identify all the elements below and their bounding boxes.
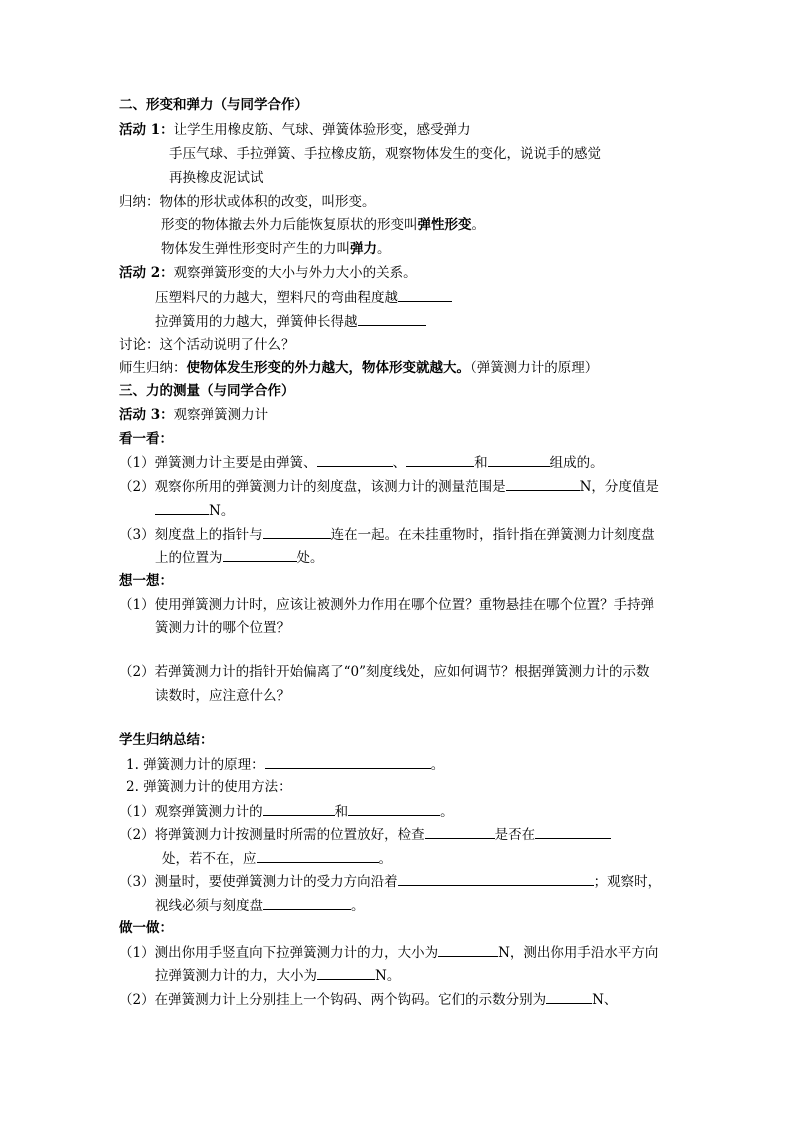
look-q3-end: 处。 (296, 550, 324, 566)
usage-step-1 (119, 803, 454, 820)
do-q1-text-2: 拉弹簧测力计的力，大小为 (155, 968, 317, 984)
discussion-question: 讨论：这个活动说明了什么？ (119, 337, 295, 353)
question-number: （1） (119, 597, 155, 613)
summary-usage (126, 779, 292, 795)
usage-step-1-and: 和 (334, 804, 349, 820)
summary-elastic-force-text: 物体发生弹性形变时产生的力叫 (161, 241, 350, 257)
look-q3-text-2: 上的位置为 (155, 550, 223, 566)
answer-blank[interactable] (348, 803, 440, 816)
think-heading: 想一想： (119, 573, 173, 589)
teacher-student-conclusion (119, 360, 598, 376)
term-elastic-deformation: 弹性形变 (417, 217, 472, 233)
think-q1-line-2: 簧测力计的哪个位置？ (155, 620, 290, 636)
think-q2-line-1 (119, 664, 650, 680)
answer-blank[interactable] (317, 967, 375, 980)
answer-blank[interactable] (438, 944, 498, 957)
answer-blank[interactable] (263, 803, 335, 816)
conclusion-bold: 使物体发生形变的外力越大，物体形变就越大。 (186, 360, 470, 376)
answer-blank[interactable] (506, 478, 580, 491)
summary-usage-text: 弹簧测力计的使用方法： (143, 779, 292, 795)
look-q3-text: 刻度盘上的指针与 (154, 527, 263, 543)
summary-principle (126, 756, 444, 773)
activity-2-line-2 (155, 289, 452, 306)
answer-blank[interactable] (223, 549, 297, 562)
activity-2-line-3 (155, 313, 426, 330)
look-q3-line-1 (119, 526, 655, 543)
think-q2-line-2: 读数时，应注意什么？ (155, 688, 290, 704)
think-q2-text: 若弹簧测力计的指针开始偏离了“0”刻度线处，应如何调节？根据弹簧测力计的示数 (154, 664, 650, 680)
question-number: （2） (119, 664, 155, 680)
do-q1-line-2 (155, 967, 400, 984)
do-q1-mid: N，测出你用手沿水平方向 (498, 945, 659, 961)
do-q1-end: N。 (375, 968, 401, 984)
conclusion-label: 师生归纳： (119, 360, 187, 376)
answer-blank[interactable] (358, 313, 426, 326)
answer-blank[interactable] (535, 826, 611, 839)
answer-blank[interactable] (263, 526, 331, 539)
term-elastic-force: 弹力 (350, 241, 377, 257)
summary-elastic-force (161, 241, 391, 257)
look-q3-mid: 连在一起。在未挂重物时，指针指在弹簧测力计刻度盘 (330, 527, 655, 543)
activity-2-label: 活动 2： (119, 265, 174, 281)
activity-1-line-1 (119, 122, 471, 138)
usage-step-3-line-2 (155, 897, 365, 914)
usage-step-2-end: 。 (378, 851, 392, 867)
activity-1-text: 让学生用橡皮筋、气球、弹簧体验形变，感受弹力 (173, 122, 471, 138)
activity-2-spring-text: 拉弹簧用的力越大，弹簧伸长得越 (155, 314, 358, 330)
summary-elastic-deformation (161, 217, 485, 233)
usage-step-2-mid: 是否在 (494, 827, 536, 843)
student-summary-heading: 学生归纳总结： (119, 732, 214, 748)
look-q1-text: 弹簧测力计主要是由弹簧、 (154, 455, 317, 471)
activity-2-ruler-text: 压塑料尺的力越大，塑料尺的弯曲程度越 (155, 290, 398, 306)
do-q2-text: 在弹簧测力计上分别挂上一个钩码、两个钩码。它们的示数分别为 (154, 992, 547, 1008)
summary-principle-end: 。 (430, 757, 445, 773)
answer-blank[interactable] (546, 991, 592, 1004)
look-q2-line-1 (119, 478, 659, 495)
usage-step-3-text-2: 视线必须与刻度盘 (155, 898, 263, 914)
usage-step-3-text: 测量时，要使弹簧测力计的受力方向沿着 (154, 874, 398, 890)
conclusion-note: （弹簧测力计的原理） (470, 360, 599, 376)
do-q2-line-1 (119, 991, 617, 1008)
activity-3-line (119, 407, 268, 423)
answer-blank[interactable] (488, 454, 550, 467)
usage-step-2-text-2: 处，若不在，应 (162, 851, 257, 867)
look-q3-line-2 (155, 549, 324, 566)
item-number: 2. (126, 779, 139, 795)
usage-step-3-mid: ；观察时， (593, 874, 662, 890)
look-q1-sep: 、 (392, 455, 407, 471)
activity-3-text: 观察弹簧测力计 (173, 407, 269, 423)
answer-blank[interactable] (263, 897, 351, 910)
look-q2-text: 观察你所用的弹簧测力计的刻度盘，该测力计的测量范围是 (154, 479, 506, 495)
summary-elastic-force-end: 。 (377, 241, 391, 257)
usage-step-3-line-1 (119, 873, 661, 890)
usage-step-2-line-2 (162, 850, 392, 867)
look-q1-and: 和 (474, 455, 488, 471)
question-number: （2） (119, 827, 155, 843)
item-number: 1. (126, 757, 139, 773)
look-q1-end: 组成的。 (549, 455, 604, 471)
usage-step-2-line-1 (119, 826, 611, 843)
activity-2-line-1 (119, 265, 417, 281)
question-number: （1） (119, 945, 155, 961)
question-number: （2） (119, 479, 155, 495)
section-3-title: 三、力的测量（与同学合作） (119, 383, 295, 399)
summary-principle-text: 弹簧测力计的原理： (143, 757, 265, 773)
summary-deformation: 归纳：物体的形状或体积的改变，叫形变。 (119, 194, 376, 210)
activity-1-line-2: 手压气球、手拉弹簧、手拉橡皮筋，观察物体发生的变化，说说手的感觉 (169, 146, 601, 162)
think-q1-text: 使用弹簧测力计时，应该让被测外力作用在哪个位置？重物悬挂在哪个位置？手持弹 (154, 597, 655, 613)
usage-step-2-text: 将弹簧测力计按测量时所需的位置放好，检查 (154, 827, 425, 843)
usage-step-1-text: 观察弹簧测力计的 (154, 804, 263, 820)
think-q1-line-1 (119, 597, 654, 613)
do-heading: 做一做： (119, 920, 173, 936)
do-q1-line-1 (119, 944, 658, 961)
usage-step-1-end: 。 (440, 804, 454, 820)
look-heading: 看一看： (119, 431, 173, 447)
look-q2-mid: N，分度值是 (579, 479, 659, 495)
answer-blank[interactable] (406, 454, 474, 467)
question-number: （3） (119, 527, 155, 543)
look-q2-end: N。 (209, 503, 235, 519)
question-number: （1） (119, 455, 155, 471)
summary-elastic-deformation-end: 。 (471, 217, 485, 233)
activity-1-label: 活动 1： (119, 122, 174, 138)
do-q2-end: N、 (592, 992, 618, 1008)
answer-blank[interactable] (398, 873, 594, 886)
answer-blank[interactable] (425, 826, 495, 839)
answer-blank[interactable] (257, 850, 379, 863)
summary-elastic-deformation-text: 形变的物体撤去外力后能恢复原状的形变叫 (161, 217, 418, 233)
look-q1 (119, 454, 604, 471)
answer-blank[interactable] (317, 454, 393, 467)
answer-blank[interactable] (265, 756, 431, 769)
activity-1-line-3: 再换橡皮泥试试 (169, 170, 264, 186)
answer-blank[interactable] (398, 289, 452, 302)
section-2-title: 二、形变和弹力（与同学合作） (119, 97, 308, 113)
usage-step-3-end: 。 (351, 898, 365, 914)
question-number: （2） (119, 992, 155, 1008)
activity-3-label: 活动 3： (119, 407, 174, 423)
question-number: （1） (119, 804, 155, 820)
answer-blank[interactable] (155, 502, 209, 515)
question-number: （3） (119, 874, 155, 890)
activity-2-text: 观察弹簧形变的大小与外力大小的关系。 (173, 265, 417, 281)
do-q1-text: 测出你用手竖直向下拉弹簧测力计的力，大小为 (154, 945, 439, 961)
look-q2-line-2 (155, 502, 234, 519)
